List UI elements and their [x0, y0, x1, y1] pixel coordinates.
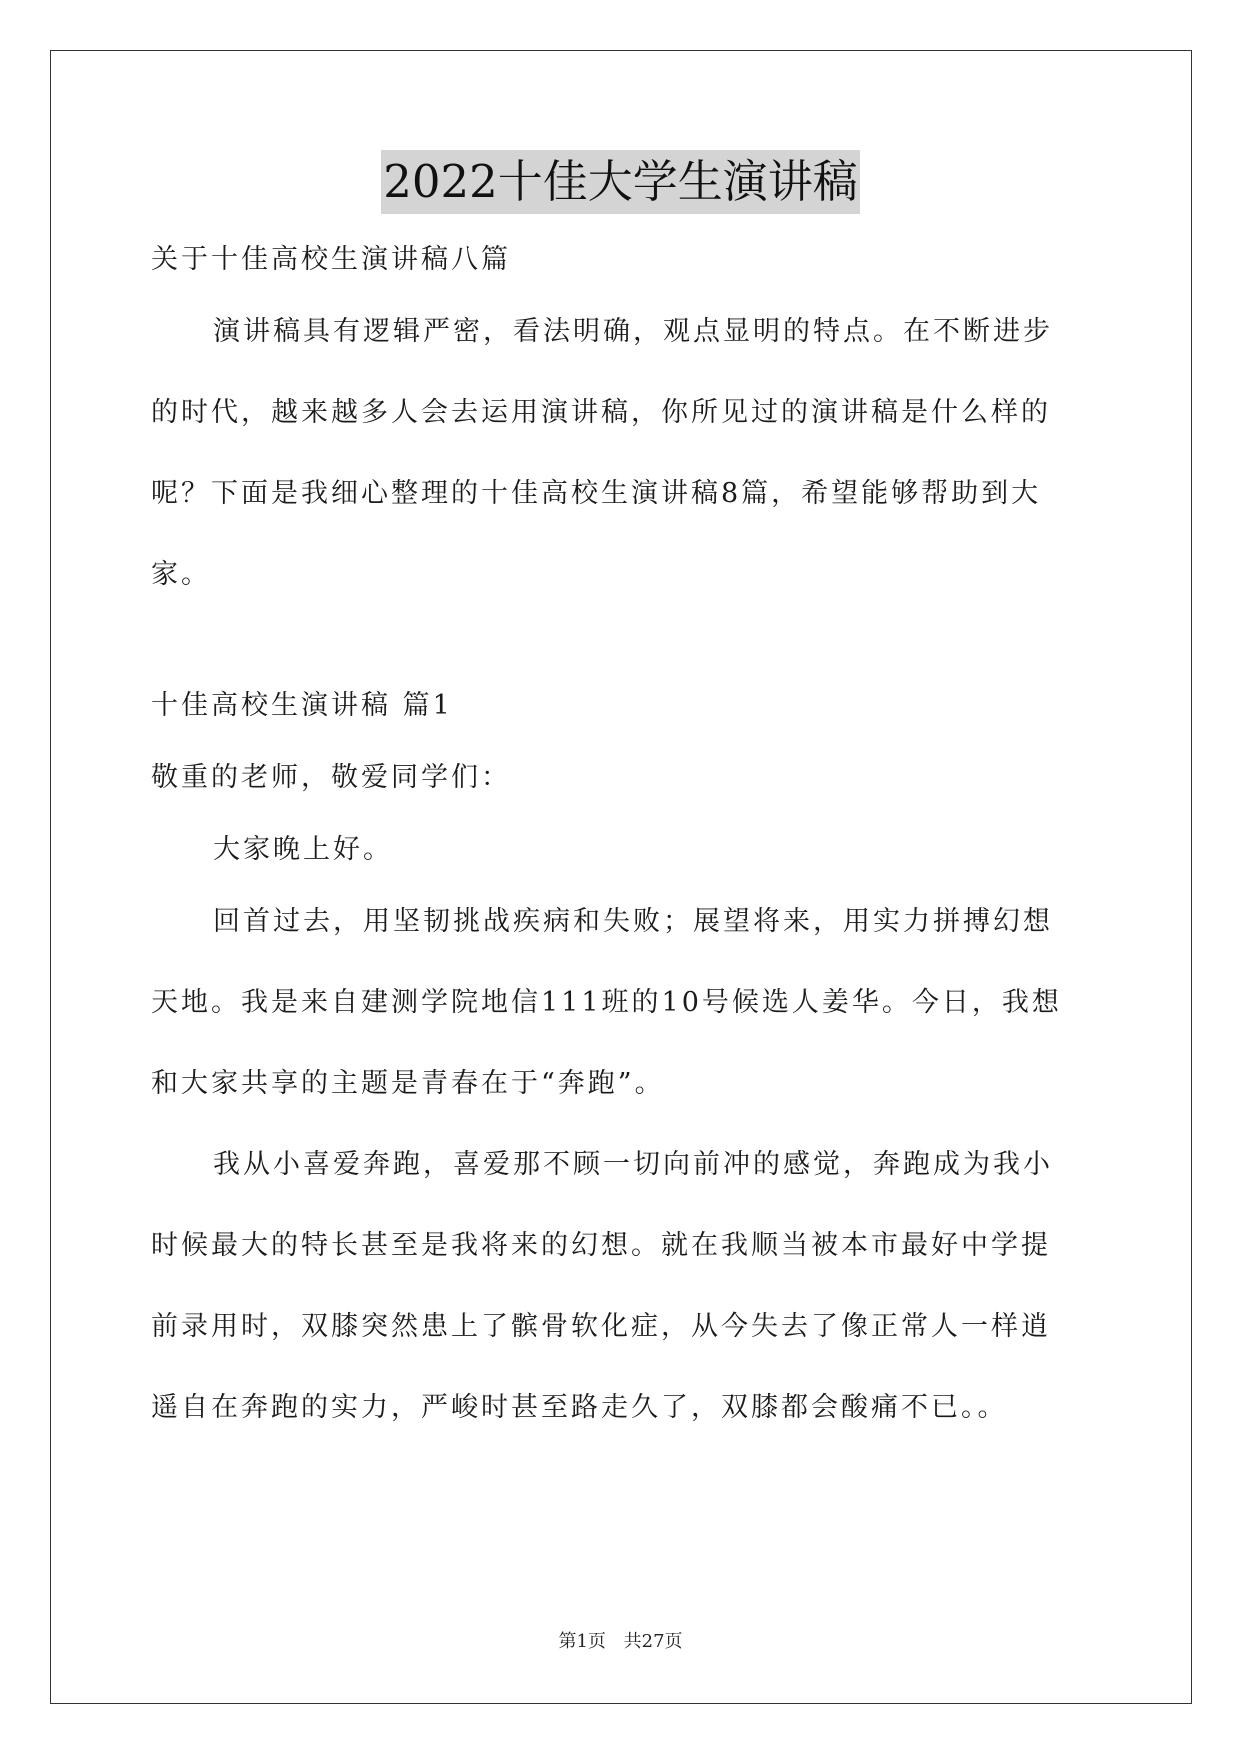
intro-line-2: 的时代，越来越多人会去运用演讲稿，你所见过的演讲稿是什么样的 — [151, 397, 1051, 428]
section-gap — [151, 632, 1091, 682]
document-body — [151, 236, 1091, 1465]
page-number: 第1页 — [558, 1631, 606, 1652]
intro-line-3: 呢？下面是我细心整理的十佳高校生演讲稿8篇，希望能够帮助到大 — [151, 478, 1042, 509]
paragraph2-line-2: 天地。我是来自建测学院地信111班的10号候选人姜华。今日，我想 — [151, 987, 1062, 1018]
intro-line-1: 演讲稿具有逻辑严密，看法明确，观点显明的特点。在不断进步 — [213, 316, 1053, 347]
paragraph2-line-3: 和大家共享的主题是青春在于“奔跑”。 — [151, 1068, 665, 1099]
page-footer — [0, 1627, 1241, 1653]
document-title: 2022十佳大学生演讲稿 — [381, 150, 860, 214]
intro-line-4: 家。 — [151, 559, 211, 590]
paragraph3-line-3: 前录用时，双膝突然患上了髌骨软化症，从今失去了像正常人一样逍 — [151, 1311, 1051, 1342]
paragraph3-line-1: 我从小喜爱奔跑，喜爱那不顾一切向前冲的感觉，奔跑成为我小 — [213, 1149, 1053, 1180]
page-total: 共27页 — [623, 1631, 683, 1652]
paragraph3-line-4: 遥自在奔跑的实力，严峻时甚至路走久了，双膝都会酸痛不已。。 — [151, 1392, 1008, 1423]
paragraph3-line-2: 时候最大的特长甚至是我将来的幻想。就在我顺当被本市最好中学提 — [151, 1230, 1051, 1261]
title-container — [0, 150, 1241, 214]
paragraph2-line-1: 回首过去，用坚韧挑战疾病和失败；展望将来，用实力拼搏幻想 — [213, 906, 1053, 937]
document-subtitle: 关于十佳高校生演讲稿八篇 — [151, 244, 511, 275]
greeting: 大家晚上好。 — [213, 834, 393, 865]
section-heading: 十佳高校生演讲稿 篇1 — [151, 690, 453, 721]
salutation: 敬重的老师，敬爱同学们： — [151, 762, 511, 793]
